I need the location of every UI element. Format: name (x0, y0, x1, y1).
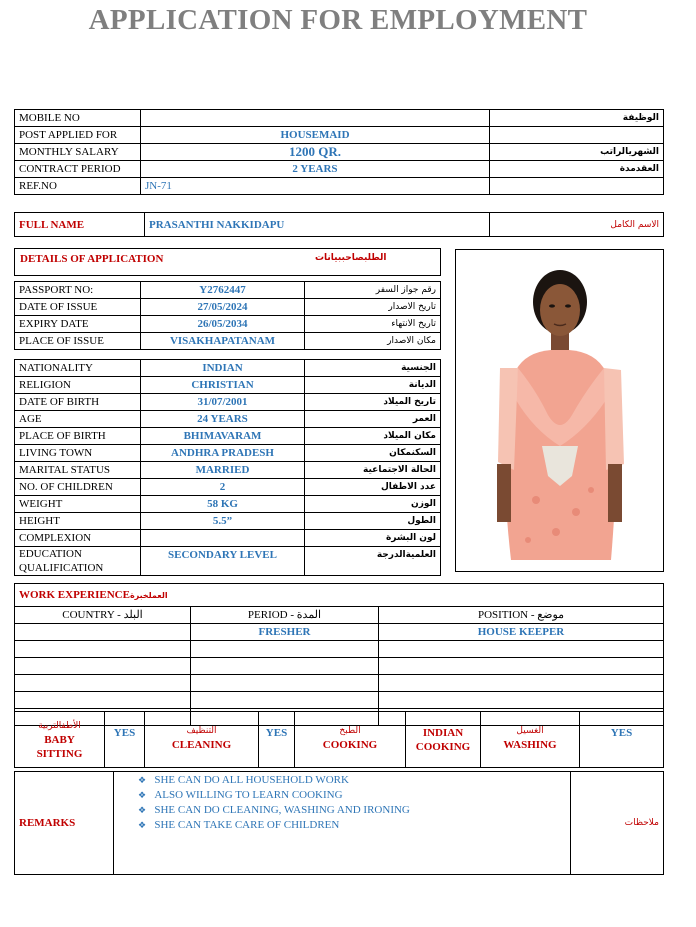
table-row: WEIGHT 58 KG الوزن (15, 496, 441, 513)
col-position: POSITION - موضع (379, 607, 664, 624)
contract-label: CONTRACT PERIOD (15, 161, 141, 178)
table-row (15, 772, 664, 875)
table-row: NATIONALITY INDIAN الجنسية (15, 360, 441, 377)
table-row: NO. OF CHILDREN 2 عدد الاطفال (15, 479, 441, 496)
table-row (15, 692, 664, 709)
ref-label: REF.NO (15, 178, 141, 195)
skills-table (14, 711, 664, 768)
table-row (15, 584, 664, 607)
table-row: LIVING TOWN ANDHRA PRADESH السكنمكان (15, 445, 441, 462)
diamond-bullet-icon: ❖ (138, 821, 147, 831)
mobile-value (141, 110, 490, 127)
table-row (15, 641, 664, 658)
remarks-table (14, 771, 664, 875)
place-issue-value: VISAKHAPATANAM (141, 333, 305, 350)
expiry-date-label: EXPIRY DATE (15, 316, 141, 333)
table-row: EXPIRY DATE 26/05/2034 تاريخ الانتهاء (15, 316, 441, 333)
table-row (15, 712, 664, 768)
table-row (15, 161, 664, 178)
work-experience-table (14, 583, 664, 726)
details-header (14, 248, 441, 276)
contract-value: 2 YEARS (141, 161, 490, 178)
col-country: COUNTRY - البلد (15, 607, 191, 624)
page-title: APPLICATION FOR EMPLOYMENT (88, 4, 588, 36)
mobile-label: MOBILE NO (15, 110, 141, 127)
age-value: 24 YEARS (141, 411, 305, 428)
salary-value: 1200 QR. (141, 144, 490, 161)
religion-value: CHRISTIAN (141, 377, 305, 394)
details-ar-label: الطلبصاحببيانات (315, 253, 387, 263)
place-issue-label: PLACE OF ISSUE (15, 333, 141, 350)
position-value: HOUSE KEEPER (379, 624, 664, 641)
diamond-bullet-icon: ❖ (138, 776, 147, 786)
passport-table (14, 281, 441, 350)
table-row: PLACE OF BIRTH BHIMAVARAM مكان الميلاد (15, 428, 441, 445)
work-heading: WORK EXPERIENCEالعملخبرة (15, 584, 664, 607)
passport-no-label: PASSPORT NO: (15, 282, 141, 299)
salary-ar-label: الشهريالراتب (490, 144, 664, 161)
skill-indian-cooking: INDIAN COOKING (406, 712, 481, 768)
passport-no-value: Y2762447 (141, 282, 305, 299)
table-row (15, 675, 664, 692)
skill-baby-sitting: الأطفالتربية BABY SITTING (15, 712, 105, 768)
table-row: RELIGION CHRISTIAN الديانة (15, 377, 441, 394)
issue-date-label: DATE OF ISSUE (15, 299, 141, 316)
dob-value: 31/07/2001 (141, 394, 305, 411)
cleaning-value: YES (259, 712, 295, 768)
remarks-list (114, 772, 571, 875)
complexion-value (141, 530, 305, 547)
list-item: ❖ SHE CAN TAKE CARE OF CHILDREN (138, 819, 340, 831)
table-row: MARITAL STATUS MARRIED الحالة الاجتماعية (15, 462, 441, 479)
table-row: AGE 24 YEARS العمر (15, 411, 441, 428)
full-name-ar-label: الاسم الكامل (490, 213, 664, 237)
post-label: POST APPLIED FOR (15, 127, 141, 144)
table-row (15, 213, 664, 237)
table-row: COMPLEXION لون البشرة (15, 530, 441, 547)
diamond-bullet-icon: ❖ (138, 791, 147, 801)
list-item: ❖ ALSO WILLING TO LEARN COOKING (138, 789, 343, 801)
table-row: PASSPORT NO: Y2762447 رقم جواز السفر (15, 282, 441, 299)
children-value: 2 (141, 479, 305, 496)
header-table (14, 109, 664, 195)
table-row: DATE OF ISSUE 27/05/2024 تاريخ الاصدار (15, 299, 441, 316)
issue-date-value: 27/05/2024 (141, 299, 305, 316)
washing-value: YES (580, 712, 664, 768)
applicant-photo (455, 249, 664, 572)
table-row: EDUCATION QUALIFICATION SECONDARY LEVEL العلميةالدرجة (15, 547, 441, 576)
period-value: FRESHER (191, 624, 379, 641)
table-row (15, 144, 664, 161)
table-row (15, 607, 664, 624)
table-row: PLACE OF ISSUE VISAKHAPATANAM مكان الاصدار (15, 333, 441, 350)
table-row: DATE OF BIRTH 31/07/2001 تاريخ الميلاد (15, 394, 441, 411)
details-label: DETAILS OF APPLICATION (20, 253, 164, 265)
col-period: PERIOD - المدة (191, 607, 379, 624)
full-name-label: FULL NAME (15, 213, 145, 237)
photo-illustration (456, 250, 663, 571)
expiry-date-value: 26/05/2034 (141, 316, 305, 333)
education-label: EDUCATION QUALIFICATION (15, 547, 141, 576)
full-name-table (14, 212, 664, 237)
height-value: 5.5” (141, 513, 305, 530)
post-value: HOUSEMAID (141, 127, 490, 144)
salary-label: MONTHLY SALARY (15, 144, 141, 161)
skill-cooking: الطبخ COOKING (295, 712, 406, 768)
job-ar-label: الوظيفة (490, 110, 664, 127)
baby-sitting-value: YES (105, 712, 145, 768)
education-value: SECONDARY LEVEL (141, 547, 305, 576)
table-row: HEIGHT 5.5” الطول (15, 513, 441, 530)
remarks-label: REMARKS (15, 772, 114, 875)
birth-place-value: BHIMAVARAM (141, 428, 305, 445)
table-row (15, 658, 664, 675)
table-row (15, 127, 664, 144)
personal-table (14, 359, 441, 576)
table-row (15, 624, 664, 641)
remarks-ar-label: ملاحظات (571, 772, 664, 875)
table-row (15, 110, 664, 127)
table-row (15, 178, 664, 195)
full-name-value: PRASANTHI NAKKIDAPU (145, 213, 490, 237)
list-item: ❖ SHE CAN DO ALL HOUSEHOLD WORK (138, 774, 349, 786)
contract-ar-label: العقدمدة (490, 161, 664, 178)
diamond-bullet-icon: ❖ (138, 806, 147, 816)
weight-value: 58 KG (141, 496, 305, 513)
skill-cleaning: التنظيف CLEANING (145, 712, 259, 768)
skill-washing: الغسيل WASHING (481, 712, 580, 768)
ref-value: JN-71 (141, 178, 490, 195)
marital-status-value: MARRIED (141, 462, 305, 479)
list-item: ❖ SHE CAN DO CLEANING, WASHING AND IRONING (138, 804, 410, 816)
living-town-value: ANDHRA PRADESH (141, 445, 305, 462)
nationality-value: INDIAN (141, 360, 305, 377)
